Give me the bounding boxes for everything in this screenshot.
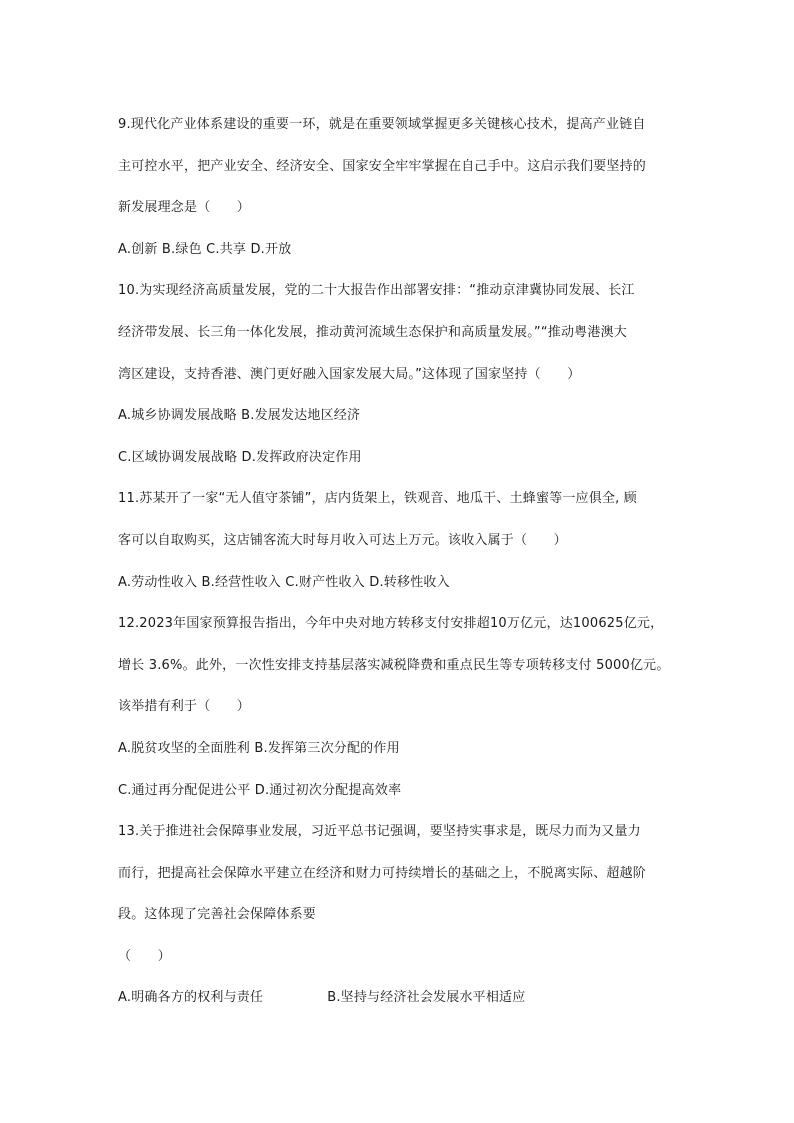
question-12-line-2: 增长 3.6%。此外，一次性安排支持基层落实减税降费和重点民生等专项转移支付 5000亿元。 <box>118 657 670 673</box>
question-10-options-ab: A.城乡协调发展战略 B.发展发达地区经济 <box>118 408 361 424</box>
question-13-options-ab <box>118 977 688 1019</box>
question-9-line-1: 9.现代化产业体系建设的重要一环，就是在重要领域掌握更多关键核心技术，提高产业链自 <box>118 117 646 132</box>
question-12-line-3: 该举措有利于（ ） <box>118 699 251 715</box>
question-12-options-ab: A.脱贫攻坚的全面胜利 B.发挥第三次分配的作用 <box>118 740 400 756</box>
question-list <box>118 104 688 1019</box>
question-10-line-3: 湾区建设，支持香港、澳门更好融入国家发展大局。”这体现了国家坚持（ ） <box>118 366 581 382</box>
question-10-line-1: 10.为实现经济高质量发展，党的二十大报告作出部署安排：“推动京津冀协同发展、长江 <box>118 283 635 299</box>
question-10-options-cd: C.区域协调发展战略 D.发挥政府决定作用 <box>118 449 362 465</box>
question-13-option-a: A.明确各方的权利与责任 <box>118 990 264 1006</box>
question-9-line-3: 新发展理念是（ ） <box>118 200 251 216</box>
question-13-line-2: 而行，把提高社会保障水平建立在经济和财力可持续增长的基础之上，不脱离实际、超越阶 <box>118 865 647 881</box>
question-12-options-cd: C.通过再分配促进公平 D.通过初次分配提高效率 <box>118 782 402 798</box>
question-11-line-1: 11.苏某开了一家“无人值守茶铺”，店内货架上，铁观音、地瓜干、土蜂蜜等一应俱全, 顾 <box>118 491 638 507</box>
question-13-line-4: （ ） <box>118 948 171 964</box>
question-9-line-2: 主可控水平，把产业安全、经济安全、国家安全牢牢掌握在自己手中。这启示我们要坚持的 <box>118 158 647 174</box>
question-11-options: A.劳动性收入 B.经营性收入 C.财产性收入 D.转移性收入 <box>118 574 450 590</box>
question-11-line-2: 客可以自取购买，这店铺客流大时每月收入可达上万元。该收入属于（ ） <box>118 532 567 548</box>
question-10-line-2: 经济带发展、长三角一体化发展，推动黄河流域生态保护和高质量发展。”“推动粤港澳大 <box>118 324 627 340</box>
question-13-line-3: 段。这体现了完善社会保障体系要 <box>118 907 317 923</box>
question-13-line-1: 13.关于推进社会保障事业发展，习近平总书记强调，要坚持实事求是，既尽力而为又量力 <box>118 824 641 840</box>
question-13-option-b: B.坚持与经济社会发展水平相适应 <box>327 990 526 1006</box>
question-12-line-1: 12.2023年国家预算报告指出，今年中央对地方转移支付安排超10万亿元，达100625亿元， <box>118 616 664 632</box>
question-9-options: A.创新 B.绿色 C.共享 D.开放 <box>118 241 292 257</box>
